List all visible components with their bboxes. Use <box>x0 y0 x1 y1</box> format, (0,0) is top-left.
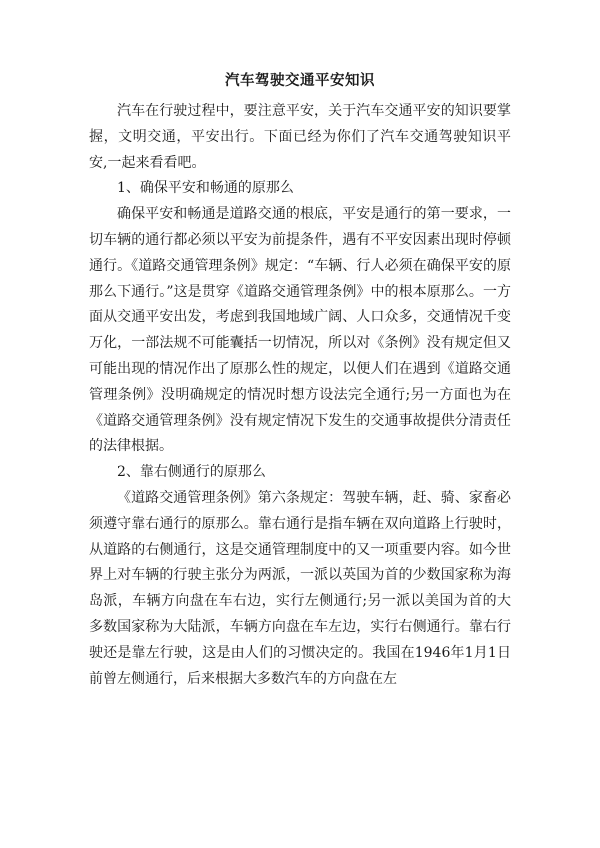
document-title: 汽车驾驶交通平安知识 <box>225 72 375 89</box>
section-2-body: 《道路交通管理条例》第六条规定：驾驶车辆，赶、骑、家畜必须遵守靠右通行的原那么。靠右通行是指车辆在双向道路上行驶时，从道路的右侧通行，这是交通管理制度中的又一项重要内容。如今世界上对车辆的行驶主张分为两派，一派以英国为首的少数国家称为海岛派，车辆方向盘在车右边，实行左侧通行;另一派以美国为首的大多数国家称为大陆派，车辆方向盘在车左边，实行右侧通行。靠右行驶还是靠左行驶，这是由人们的习惯决定的。我国在1946年1月1日前曾左侧通行，后来根据大多数汽车的方向盘在左 <box>89 489 511 687</box>
section-1-heading: 1、确保平安和畅通的原那么 <box>117 180 294 197</box>
intro-paragraph: 汽车在行驶过程中，要注意平安，关于汽车交通平安的知识要掌握，文明交通，平安出行。下面已经为你们了汽车交通驾驶知识平安,一起来看看吧。 <box>89 103 511 171</box>
section-2-heading: 2、靠右侧通行的原那么 <box>117 464 266 481</box>
document-page <box>89 70 511 692</box>
section-1-body: 确保平安和畅通是道路交通的根底，平安是通行的第一要求，一切车辆的通行都必须以平安为前提条件，遇有不平安因素出现时停顿通行。《道路交通管理条例》规定：“车辆、行人必须在确保平安的原那么下通行。”这是贯穿《道路交通管理条例》中的根本原那么。一方面从交通平安出发，考虑到我国地域广阔、人口众多，交通情况千变万化，一部法规不可能囊括一切情况，所以对《条例》没有规定但又可能出现的情况作出了原那么性的规定，以便人们在遇到《道路交通管理条例》没明确规定的情况时想方设法完全通行;另一方面也为在《道路交通管理条例》没有规定情况下发生的交通事故提供分清责任的法律根据。 <box>89 206 511 455</box>
